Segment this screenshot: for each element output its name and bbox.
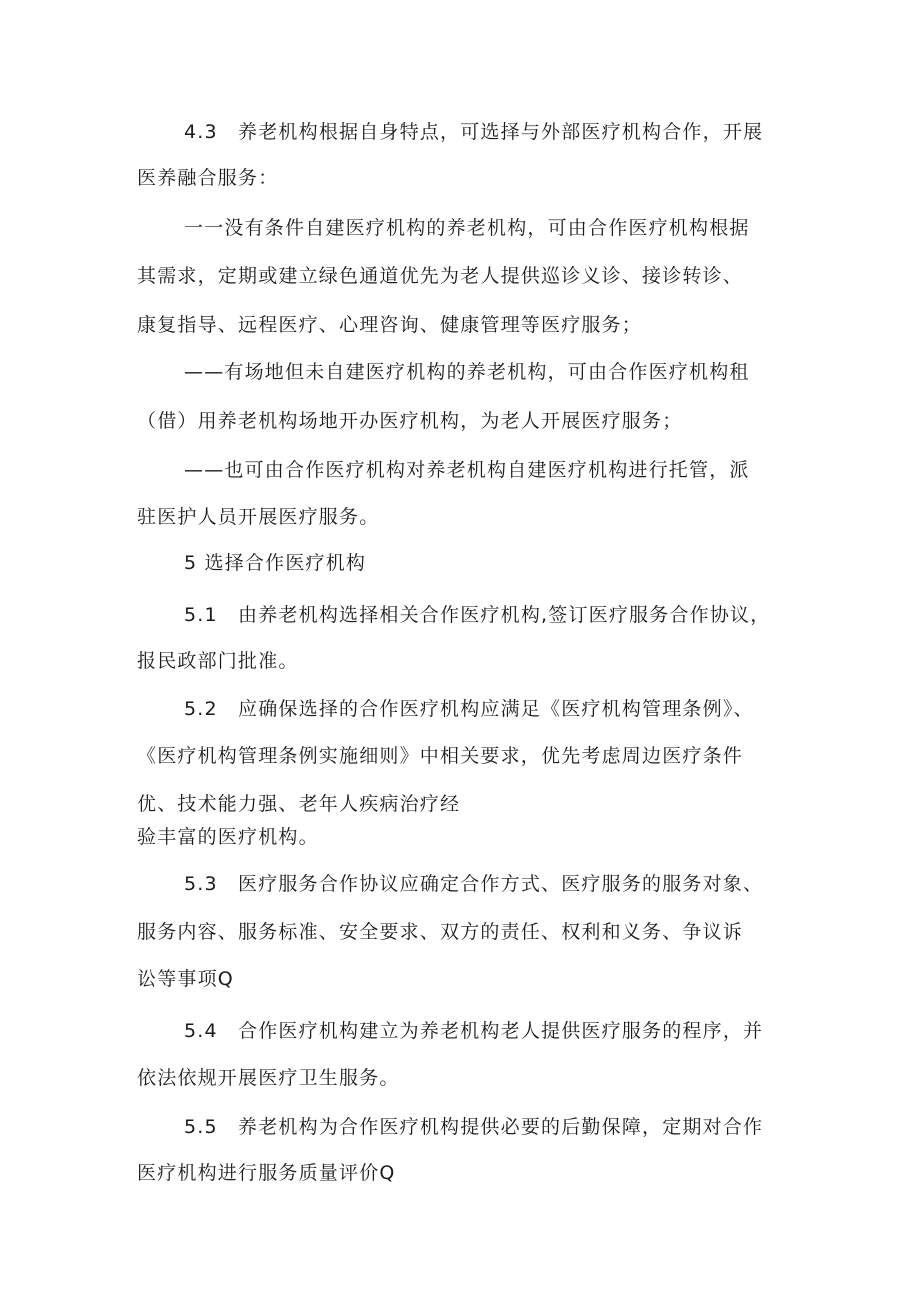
text-line: 5.1 由养老机构选择相关合作医疗机构,签订医疗服务合作协议， [184,604,771,626]
text-line: 优、技术能力强、老年人疾病治疗经 [137,793,461,815]
text-line: 康复指导、远程医疗、心理咨询、健康管理等医疗服务； [137,314,643,336]
text-line: 5.3 医疗服务合作协议应确定合作方式、医疗服务的服务对象、 [184,873,764,895]
text-line: 验丰富的医疗机构。 [137,826,319,848]
text-line: 依法依规开展医疗卫生服务。 [137,1067,400,1089]
text-line: 4.3 养老机构根据自身特点，可选择与外部医疗机构合作，开展 [184,121,764,143]
text-line: 医养融合服务： [137,167,279,189]
text-line: 医疗机构进行服务质量评价Q [137,1162,396,1184]
text-line: 一一没有条件自建医疗机构的养老机构，可由合作医疗机构根据 [184,217,750,239]
text-line: 其需求，定期或建立绿色通道优先为老人提供巡诊义诊、接诊转诊、 [137,265,744,287]
section-heading: 5 选择合作医疗机构 [184,552,367,574]
text-line: 驻医护人员开展医疗服务。 [137,506,380,528]
text-line: （借）用养老机构场地开办医疗机构，为老人开展医疗服务； [137,410,683,432]
text-line: ——也可由合作医疗机构对养老机构自建医疗机构进行托管，派 [184,459,750,481]
text-line: ——有场地但未自建医疗机构的养老机构，可由合作医疗机构租 [184,361,750,383]
text-line: 5.4 合作医疗机构建立为养老机构老人提供医疗服务的程序，并 [184,1020,764,1042]
text-line: 报民政部门批准。 [137,650,299,672]
text-line: 《医疗机构管理条例实施细则》中相关要求，优先考虑周边医疗条件 [137,745,744,767]
text-line: 服务内容、服务标准、安全要求、双方的责任、权利和义务、争议诉 [137,921,744,943]
text-line: 5.5 养老机构为合作医疗机构提供必要的后勤保障，定期对合作 [184,1116,764,1138]
text-line: 5.2 应确保选择的合作医疗机构应满足《医疗机构管理条例》、 [184,698,754,720]
text-line: 讼等事项Q [137,968,234,990]
